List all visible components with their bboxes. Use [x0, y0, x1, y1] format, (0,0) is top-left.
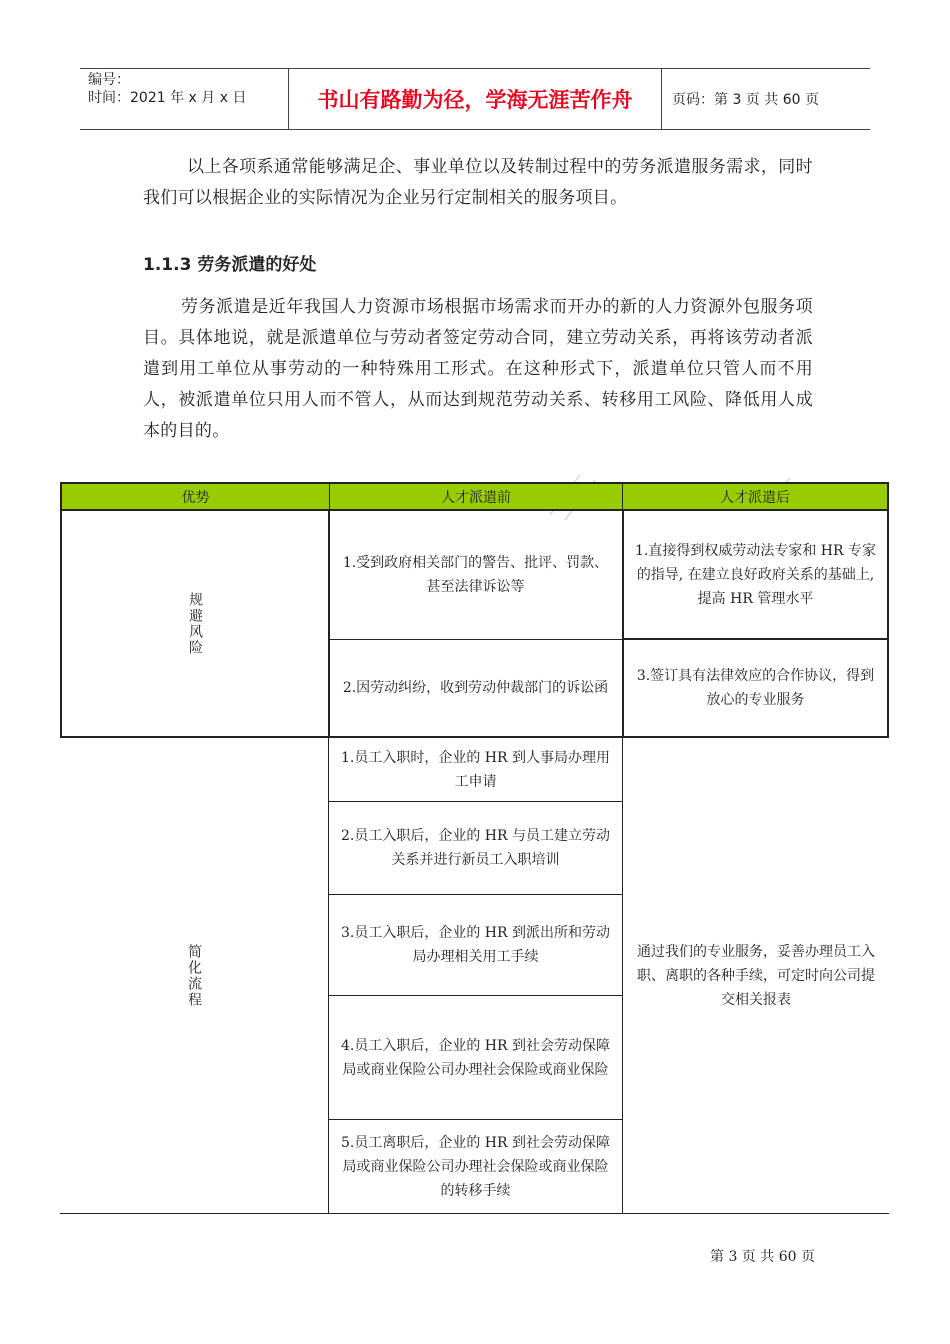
header-before: 人才派遣前 — [330, 484, 623, 509]
section-heading: 1.1.3 劳务派遣的好处 — [143, 255, 317, 275]
table-cell: 1.受到政府相关部门的警告、批评、罚款、甚至法律诉讼等 — [328, 511, 623, 640]
risk-label: 规避风险 — [187, 591, 203, 656]
table-cell: 4.员工入职后，企业的 HR 到社会劳动保障局或商业保险公司办理社会保险或商业保险 — [328, 996, 623, 1120]
time-label: 时间：2021 年 x 月 x 日 — [88, 90, 247, 106]
table-cell: 3.员工入职后，企业的 HR 到派出所和劳动局办理相关用工手续 — [328, 895, 623, 996]
table-cell: 通过我们的专业服务，妥善办理员工入职、离职的各种手续，可定时向公司提交相关报表 — [622, 738, 889, 1214]
table-cell: 1.员工入职时，企业的 HR 到人事局办理用工申请 — [328, 738, 623, 802]
table-cell: 2.员工入职后，企业的 HR 与员工建立劳动关系并进行新员工入职培训 — [328, 802, 623, 895]
table-cell: 2.因劳动纠纷，收到劳动仲裁部门的诉讼函 — [328, 640, 623, 738]
header-motto: 书山有路勤为径，学海无涯苦作舟 — [289, 69, 662, 129]
table-cell: 3.签订具有法律效应的合作协议，得到放心的专业服务 — [622, 640, 889, 738]
table-header-row — [60, 482, 889, 511]
process-label: 简化流程 — [186, 943, 202, 1008]
paragraph-intro: 以上各项系通常能够满足企、事业单位以及转制过程中的劳务派遣服务需求，同时我们可以根据企业的实际情况为企业另行定制相关的服务项目。 — [143, 157, 813, 208]
page-header — [80, 68, 870, 130]
table-cell: 1.直接得到权威劳动法专家和 HR 专家的指导, 在建立良好政府关系的基础上, 提高 HR 管理水平 — [622, 511, 889, 640]
table-cell: 5.员工离职后，企业的 HR 到社会劳动保障局或商业保险公司办理社会保险或商业保险的转移手续 — [328, 1120, 623, 1214]
header-after: 人才派遣后 — [720, 489, 790, 506]
number-label: 编号： — [88, 72, 130, 88]
page-footer: 第 3 页 共 60 页 — [710, 1249, 815, 1265]
header-page-info: 页码：第 3 页 共 60 页 — [672, 92, 819, 108]
paragraph-definition: 劳务派遣是近年我国人力资源市场根据市场需求而开办的新的人力资源外包服务项目。具体地说，就是派遣单位与劳动者签定劳动合同，建立劳动关系，再将该劳动者派遣到用工单位从事劳动的一种特殊用工形式。在这种形式下，派遣单位只管人而不用人，被派遣单位只用人而不管人，从而达到规范劳动关系、转移用工风险、降低用人成本的目的。 — [143, 297, 813, 441]
header-meta — [80, 69, 289, 129]
risk-label-cell — [60, 511, 330, 738]
header-advantage: 优势 — [62, 484, 330, 509]
process-label-cell — [60, 738, 328, 1214]
